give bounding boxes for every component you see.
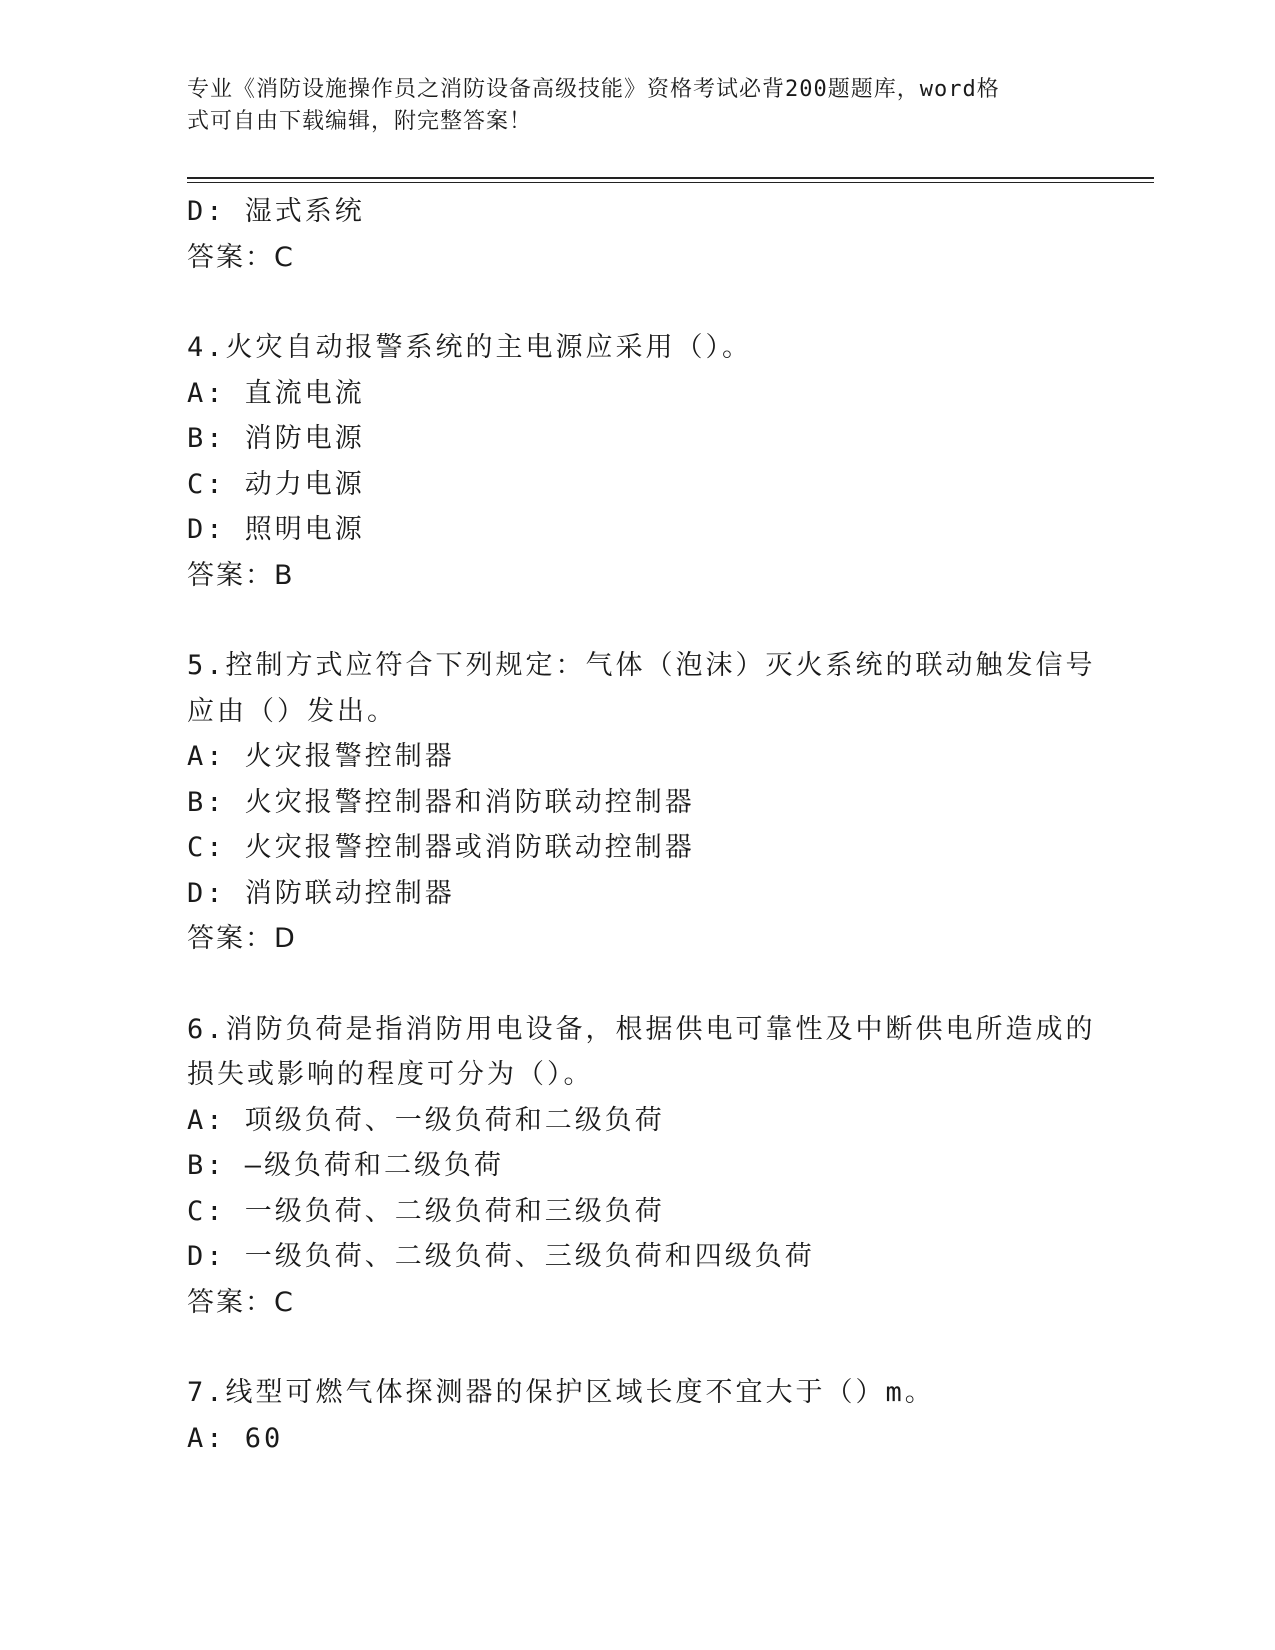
answer-label: 答案：C [187, 241, 295, 273]
question-text: 4.火灾自动报警系统的主电源应采用（）。 [187, 332, 753, 363]
question-text: 7.线型可燃气体探测器的保护区域长度不宜大于（）m。 [187, 1377, 935, 1408]
option-b: B: —级负荷和二级负荷 [187, 1150, 505, 1181]
question-text-continued: 损失或影响的程度可分为（）。 [187, 1059, 594, 1090]
option-d: D: 一级负荷、二级负荷、三级负荷和四级负荷 [187, 1241, 815, 1272]
question-5 [187, 643, 1096, 962]
header-line-2: 式可自由下载编辑，附完整答案！ [187, 109, 533, 134]
option-d: D: 照明电源 [187, 514, 365, 545]
previous-question-tail [187, 189, 1087, 280]
option-a: A: 直流电流 [187, 377, 365, 409]
question-text: 5.控制方式应符合下列规定：气体（泡沫）灭火系统的联动触发信号 [187, 650, 1096, 681]
question-6 [187, 1007, 1096, 1326]
spacer [187, 1325, 1087, 1370]
spacer [187, 280, 1087, 325]
question-text: 6.消防负荷是指消防用电设备，根据供电可靠性及中断供电所造成的 [187, 1013, 1096, 1045]
question-text-continued: 应由（）发出。 [187, 695, 397, 727]
option-d: D: 湿式系统 [187, 196, 365, 227]
option-c: C: 火灾报警控制器或消防联动控制器 [187, 832, 695, 863]
question-7 [187, 1370, 1087, 1461]
option-b: B: 消防电源 [187, 423, 365, 454]
option-a: A: 项级负荷、一级负荷和二级负荷 [187, 1104, 665, 1136]
option-c: C: 一级负荷、二级负荷和三级负荷 [187, 1195, 665, 1227]
header-divider [187, 177, 1154, 183]
option-a: A: 60 [187, 1422, 284, 1454]
option-c: C: 动力电源 [187, 468, 365, 500]
option-b: B: 火灾报警控制器和消防联动控制器 [187, 786, 695, 818]
spacer [187, 598, 1087, 643]
answer-label: 答案：D [187, 923, 297, 954]
option-d: D: 消防联动控制器 [187, 877, 455, 909]
option-a: A: 火灾报警控制器 [187, 741, 455, 772]
answer-label: 答案：C [187, 1286, 295, 1318]
spacer [187, 962, 1087, 1007]
question-list [187, 189, 1096, 1461]
answer-label: 答案：B [187, 559, 295, 591]
question-4 [187, 325, 1087, 598]
document-header [187, 74, 1067, 138]
header-line-1: 专业《消防设施操作员之消防设备高级技能》资格考试必背200题题库，word格 [187, 77, 1000, 102]
